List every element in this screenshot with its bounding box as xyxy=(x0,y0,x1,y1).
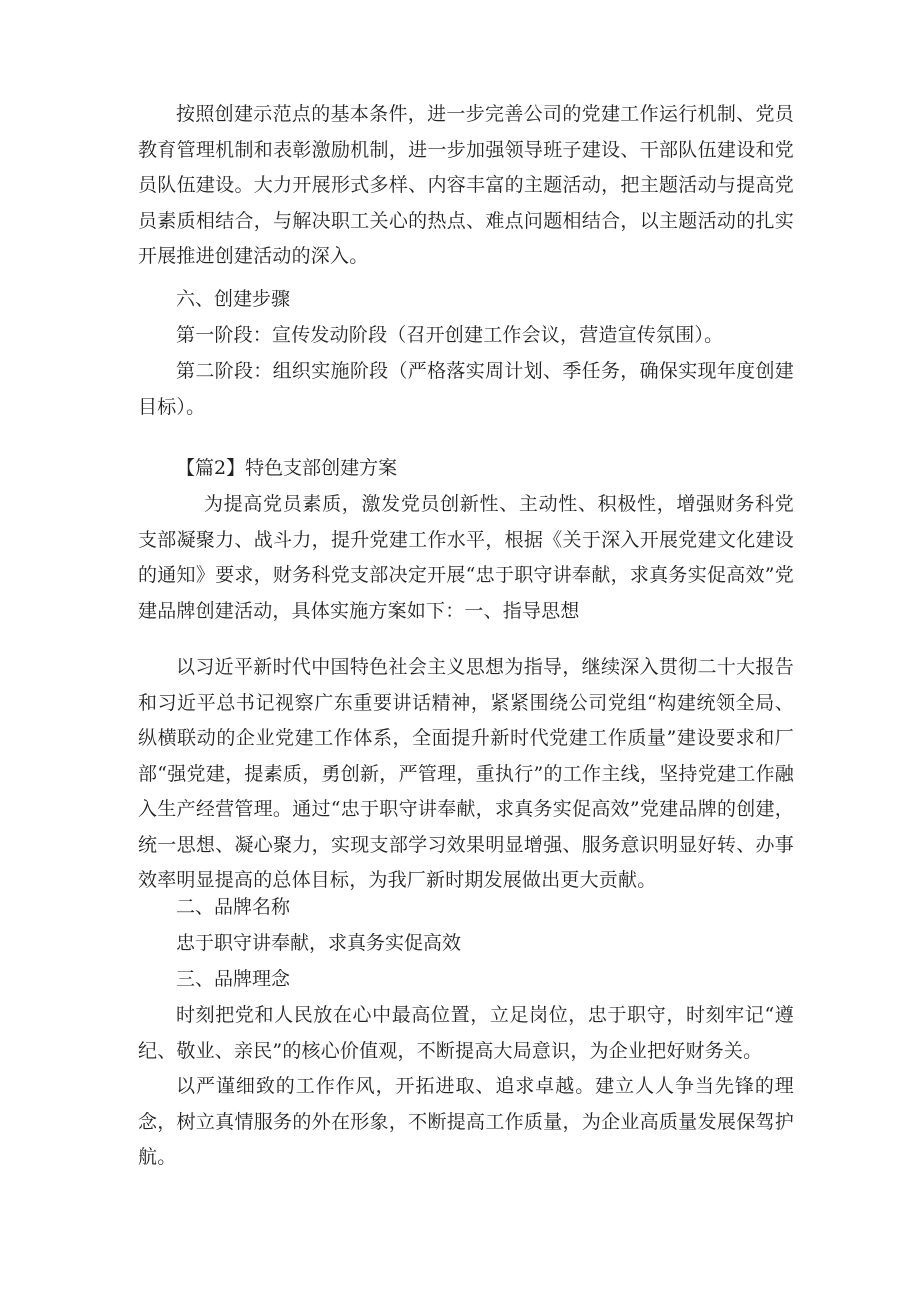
section-title: 【篇2】特色支部创建方案 xyxy=(176,457,398,479)
brand-name-text: 忠于职守讲奉献，求真务实促高效 xyxy=(176,932,462,954)
paragraph-concept-one: 时刻把党和人民放在心中最高位置，立足岗位，忠于职守，时刻牢记“遵纪、敬业、亲民”的核心价值观，不断提高大局意识，为企业把好财务关。 xyxy=(138,1004,794,1062)
heading-brand-name: 二、品牌名称 xyxy=(176,896,291,918)
paragraph-concept-two: 以严谨细致的工作作风，开拓进取、追求卓越。建立人人争当先锋的理念，树立真情服务的外在形象，不断提高工作质量，为企业高质量发展保驾护航。 xyxy=(138,1075,794,1168)
paragraph-guiding-thought: 以习近平新时代中国特色社会主义思想为指导，继续深入贯彻二十大报告和习近平总书记视察广东重要讲话精神，紧紧围绕公司党组“构建统领全局、纵横联动的企业党建工作体系，全面提升新时代党建工作质量”建设要求和厂部“强党建，提素质，勇创新，严管理，重执行”的工作主线，坚持党建工作融入生产经营管理。通过“忠于职守讲奉献，求真务实促高效”党建品牌的创建，统一思想、凝心聚力，实现支部学习效果明显增强、服务意识明显好转、办事效率明显提高的总体目标，为我厂新时期发展做出更大贡献。 xyxy=(138,656,794,891)
heading-brand-concept: 三、品牌理念 xyxy=(176,968,291,990)
paragraph-step-one: 第一阶段：宣传发动阶段（召开创建工作会议，营造宣传氛围）。 xyxy=(176,324,724,346)
paragraph-step-two: 第二阶段：组织实施阶段（严格落实周计划、季任务，确保实现年度创建目标）。 xyxy=(138,360,794,418)
paragraph-creation-conditions: 按照创建示范点的基本条件，进一步完善公司的党建工作运行机制、党员教育管理机制和表彰激励机制，进一步加强领导班子建设、干部队伍建设和党员队伍建设。大力开展形式多样、内容丰富的主题活动，把主题活动与提高党员素质相结合，与解决职工关心的热点、难点问题相结合，以主题活动的扎实开展推进创建活动的深入。 xyxy=(138,103,794,267)
paragraph-intro: 为提高党员素质，激发党员创新性、主动性、积极性，增强财务科党支部凝聚力、战斗力，提升党建工作水平，根据《关于深入开展党建文化建设的通知》要求，财务科党支部决定开展“忠于职守讲奉献，求真务实促高效”党建品牌创建活动，具体实施方案如下：一、指导思想 xyxy=(138,493,794,622)
heading-creation-steps: 六、创建步骤 xyxy=(176,288,291,310)
